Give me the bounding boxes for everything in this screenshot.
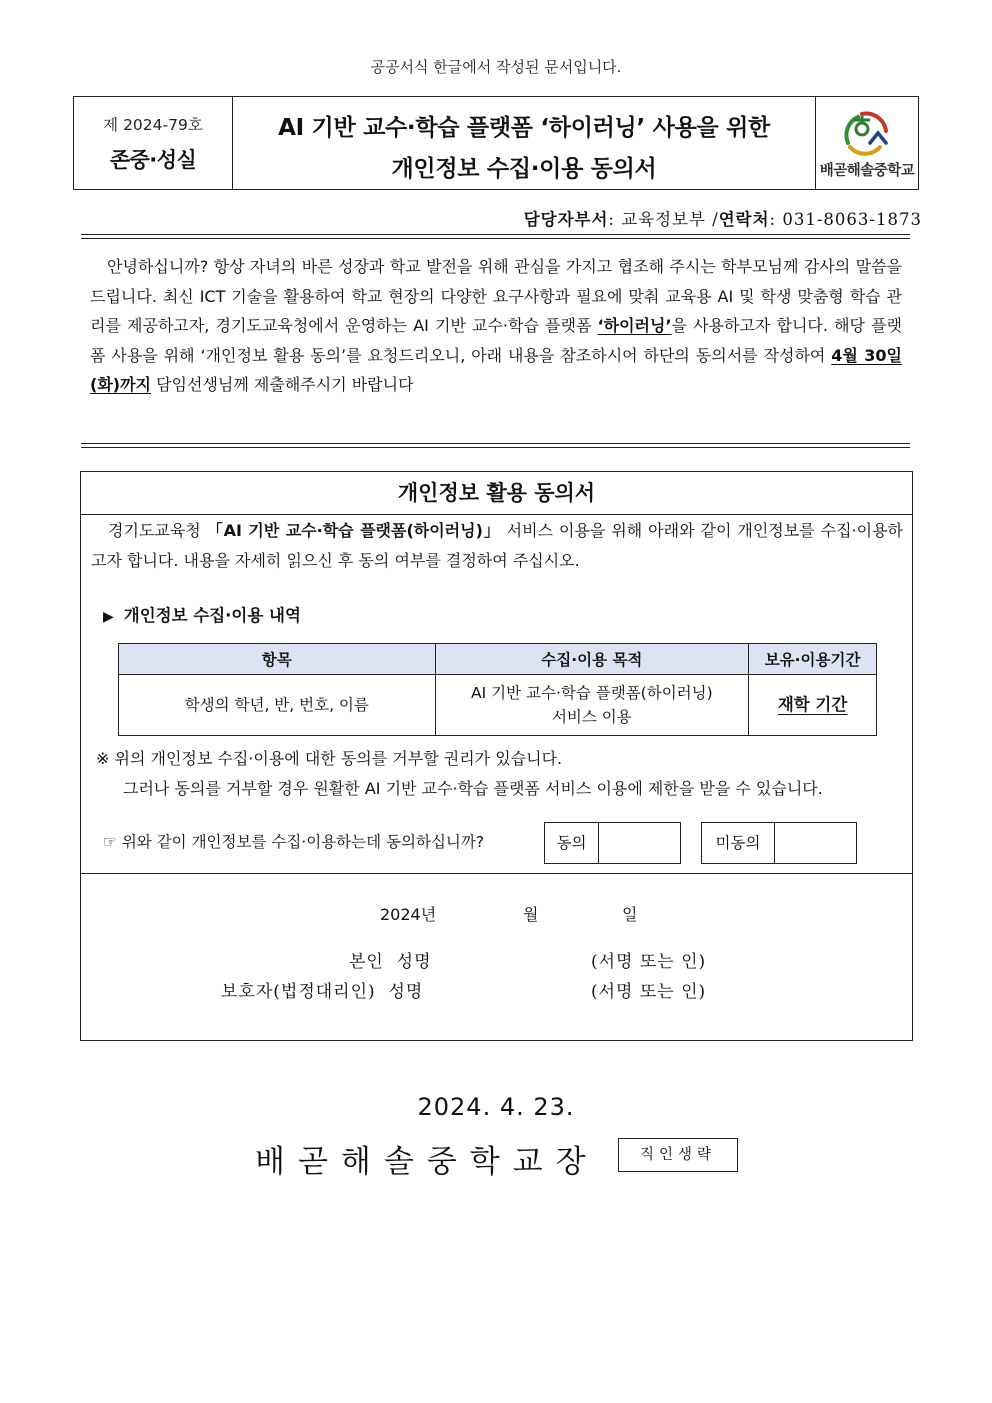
disagree-label: 미동의	[702, 823, 775, 863]
section-heading-text: 개인정보 수집·이용 내역	[123, 606, 301, 625]
consent-description	[91, 516, 903, 575]
table-header-row	[119, 644, 877, 675]
collection-table	[118, 643, 877, 736]
purpose-line-2: 서비스 이용	[551, 708, 632, 726]
department-colon: :	[608, 210, 622, 229]
date-day: 일	[622, 905, 638, 924]
school-motto: 존중·성실	[109, 148, 197, 172]
table-cell-item: 학생의 학년, 반, 번호, 이름	[119, 675, 436, 736]
table-row	[119, 675, 877, 736]
consent-service-name: 「AI 기반 교수·학습 플랫폼(하이러닝)」	[206, 521, 501, 540]
middle-divider-2	[81, 447, 910, 448]
purpose-line-1: AI 기반 교수·학습 플랫폼(하이러닝)	[471, 684, 713, 702]
guardian-signature-note: (서명 또는 인)	[591, 982, 707, 1002]
date-year: 2024년	[380, 905, 437, 924]
document-title	[233, 97, 815, 189]
school-logo-label: 배곧해솔중학교	[819, 163, 915, 179]
consent-desc-post: 서비스 이용을 위해 아래와 같이 개인정보를 수집·이용하고자 합니다. 내용을 자세히 읽으신 후 동의 여부를 결정하여 주십시오.	[91, 521, 903, 570]
agree-label: 동의	[545, 823, 599, 863]
contact-key: 연락처	[718, 210, 770, 229]
issue-date: 2024. 4. 23.	[417, 1093, 575, 1121]
contact-separator: /	[705, 210, 719, 229]
header-logo-cell	[815, 97, 918, 189]
consent-title: 개인정보 활용 동의서	[81, 472, 912, 515]
table-header-purpose: 수집·이용 목적	[435, 644, 749, 675]
table-cell-purpose	[435, 675, 749, 736]
date-month: 월	[523, 905, 539, 924]
disagree-checkbox[interactable]	[701, 822, 857, 864]
document-header	[73, 96, 919, 190]
self-signature-label: 본인 성명	[349, 952, 432, 972]
contact-colon: :	[769, 210, 783, 229]
department-key: 담당자부서	[523, 210, 609, 229]
intro-text-2: 을 사용하고자 합니다. 해당 플랫폼 사용을 위해 ‘개인정보 활용 동의’를 요청드리오니, 아래 내용을 참조하시어 하단의 동의서를 작성하여	[90, 316, 903, 365]
principal-name: 배곧해솔중학교장	[255, 1144, 599, 1180]
middle-divider-1	[81, 443, 910, 444]
submission-deadline: 4월 30일(화)까지	[90, 345, 902, 395]
table-header-period: 보유·이용기간	[749, 644, 877, 675]
agree-checkbox[interactable]	[544, 822, 681, 864]
header-left-cell	[74, 97, 233, 189]
school-logo-icon	[840, 107, 894, 157]
section-heading	[103, 602, 301, 626]
table-header-item: 항목	[119, 644, 436, 675]
consent-desc-pre: 경기도교육청	[108, 521, 207, 540]
signature-divider	[81, 873, 912, 874]
form-notice: 공공서식 한글에서 작성된 문서입니다.	[370, 58, 622, 76]
top-divider-1	[81, 234, 910, 235]
title-line-2: 개인정보 수집·이용 동의서	[391, 156, 657, 182]
department-value: 교육정보부	[621, 210, 706, 229]
document-number: 제 2024-79호	[103, 116, 203, 134]
agree-question: ☞ 위와 같이 개인정보를 수집·이용하는데 동의하십니까?	[103, 833, 485, 851]
intro-text-3: 담임선생님께 제출해주시기 바랍니다	[151, 375, 414, 395]
contact-value: 031-8063-1873	[782, 210, 922, 229]
seal-omitted-stamp: 직인생략	[618, 1138, 738, 1172]
intro-paragraph	[90, 252, 902, 400]
platform-name: ‘하이러닝’	[597, 316, 672, 336]
table-cell-period: 재학 기간	[749, 675, 877, 736]
triangle-bullet-icon: ▶	[103, 609, 114, 625]
self-signature-note: (서명 또는 인)	[591, 952, 707, 972]
refusal-right-notice: ※ 위의 개인정보 수집·이용에 대한 동의를 거부할 권리가 있습니다.	[96, 749, 563, 768]
guardian-signature-label: 보호자(법정대리인) 성명	[221, 982, 424, 1002]
consent-form	[80, 471, 913, 1041]
refusal-consequence-notice: 그러나 동의를 거부할 경우 원활한 AI 기반 교수·학습 플랫폼 서비스 이용에 제한을 받을 수 있습니다.	[123, 779, 823, 798]
top-divider-2	[81, 238, 910, 239]
intro-text-1: 안녕하십니까? 항상 자녀의 바른 성장과 학교 발전을 위해 관심을 가지고 협조해 주시는 학부모님께 감사의 말씀을 드립니다. 최신 ICT 기술을 활용하여 학교 현장의 다양한 요구사항과 필요에 맞춰 교육용 AI 및 학생 맞춤형 학습 관리를 제공하고자, 경기도교육청에서 운영하는 AI 기반 교수·학습 플랫폼	[90, 257, 902, 336]
title-line-1: AI 기반 교수·학습 플랫폼 ‘하이러닝’ 사용을 위한	[278, 115, 770, 141]
department-contact-line	[420, 206, 922, 230]
